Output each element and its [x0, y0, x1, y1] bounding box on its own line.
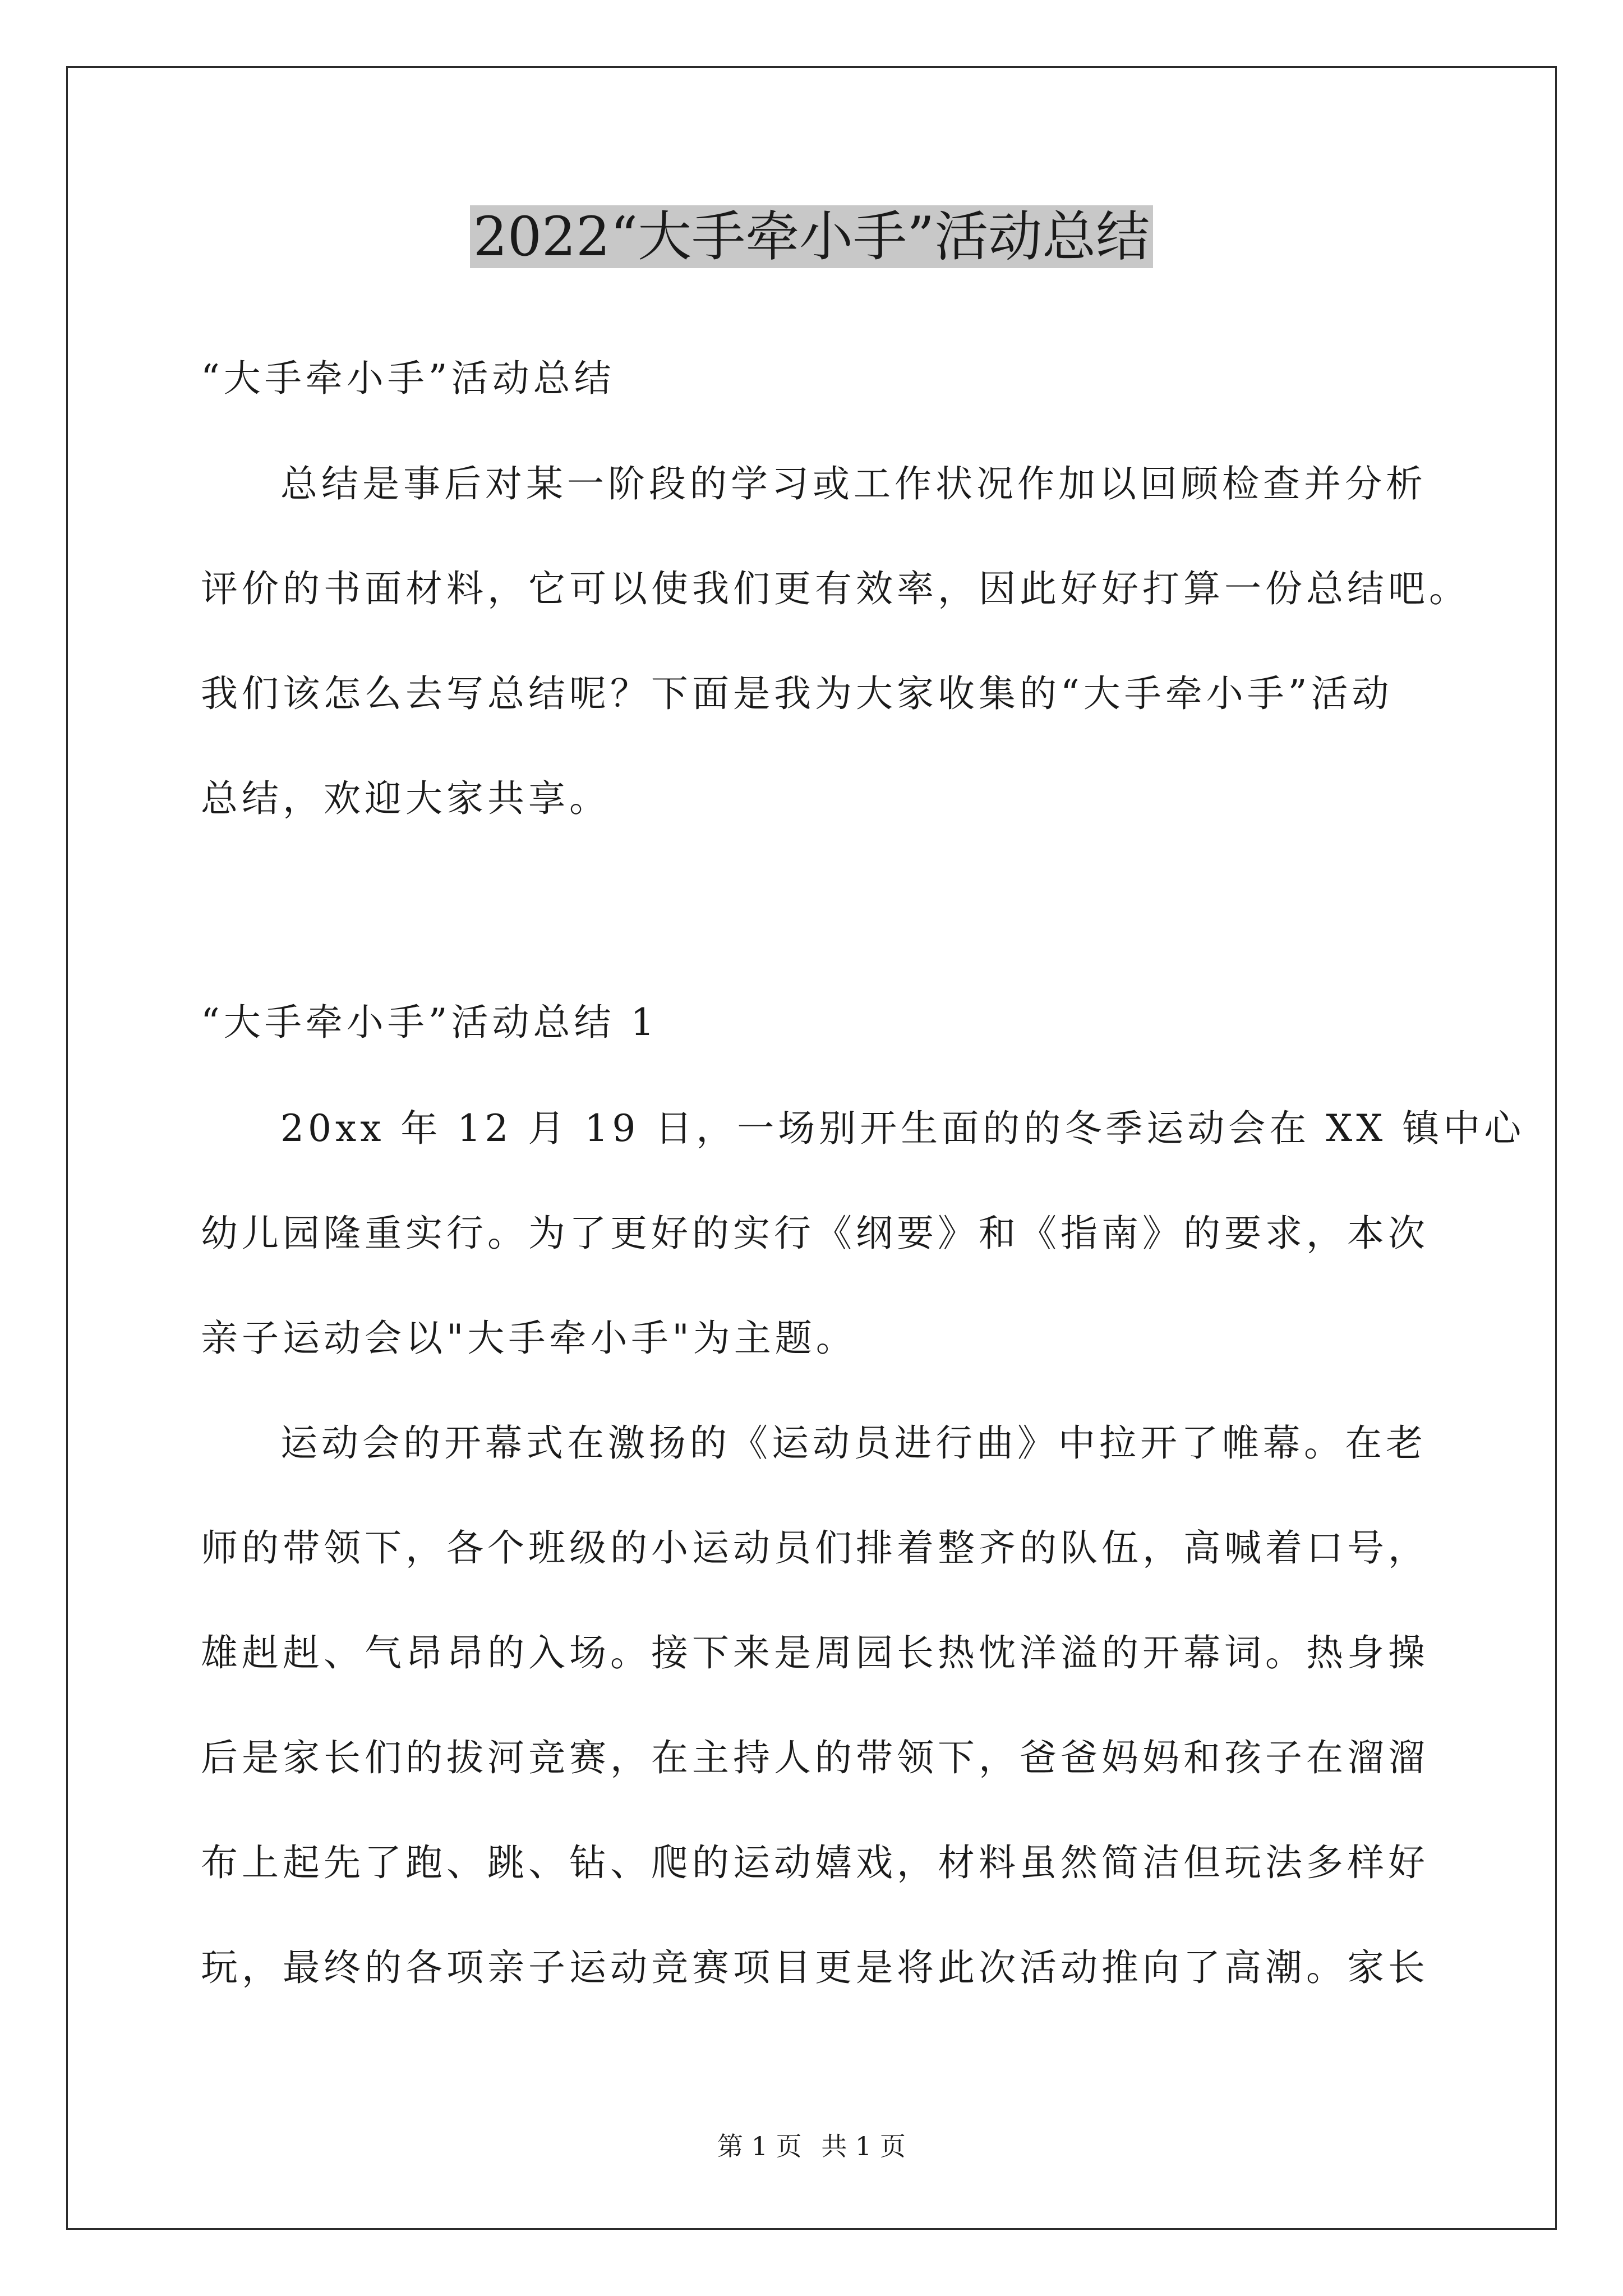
page-total: 共 1 页: [821, 2131, 906, 2161]
paragraph2-line-4: 后是家长们的拔河竞赛，在主持人的带领下，爸爸妈妈和孩子在溜溜: [201, 1736, 1429, 1779]
section-heading: “大手牵小手”活动总结 1: [201, 1001, 658, 1044]
paragraph1-line-3: 亲子运动会以"大手牵小手"为主题。: [201, 1317, 857, 1360]
paragraph2-line-1: 运动会的开幕式在激扬的《运动员进行曲》中拉开了帷幕。在老: [280, 1421, 1427, 1465]
intro-line-1: 总结是事后对某一阶段的学习或工作状况作加以回顾检查并分析: [280, 462, 1427, 505]
paragraph1-line-1: 20xx 年 12 月 19 日，一场别开生面的的冬季运动会在 XX 镇中心: [280, 1107, 1525, 1150]
paragraph2-line-2: 师的带领下，各个班级的小运动员们排着整齐的队伍，高喊着口号，: [201, 1526, 1429, 1570]
paragraph2-line-6: 玩，最终的各项亲子运动竞赛项目更是将此次活动推向了高潮。家长: [201, 1946, 1429, 1989]
page-footer: [0, 2129, 1623, 2163]
intro-line-3: 我们该怎么去写总结呢？下面是我为大家收集的“大手牵小手”活动: [201, 672, 1393, 715]
paragraph2-line-5: 布上起先了跑、跳、钻、爬的运动嬉戏，材料虽然简洁但玩法多样好: [201, 1841, 1429, 1884]
intro-line-2: 评价的书面材料，它可以使我们更有效率，因此好好打算一份总结吧。: [201, 567, 1470, 610]
paragraph2-line-3: 雄赳赳、气昂昂的入场。接下来是周园长热忱洋溢的开幕词。热身操: [201, 1631, 1429, 1674]
document-subtitle: “大手牵小手”活动总结: [201, 357, 615, 400]
intro-line-4: 总结，欢迎大家共享。: [201, 777, 610, 820]
paragraph1-line-2: 幼儿园隆重实行。为了更好的实行《纲要》和《指南》的要求，本次: [201, 1212, 1429, 1255]
document-title-text: 2022“大手牵小手”活动总结: [470, 205, 1153, 268]
document-title: [0, 197, 1623, 276]
page-number: 第 1 页: [717, 2131, 802, 2161]
